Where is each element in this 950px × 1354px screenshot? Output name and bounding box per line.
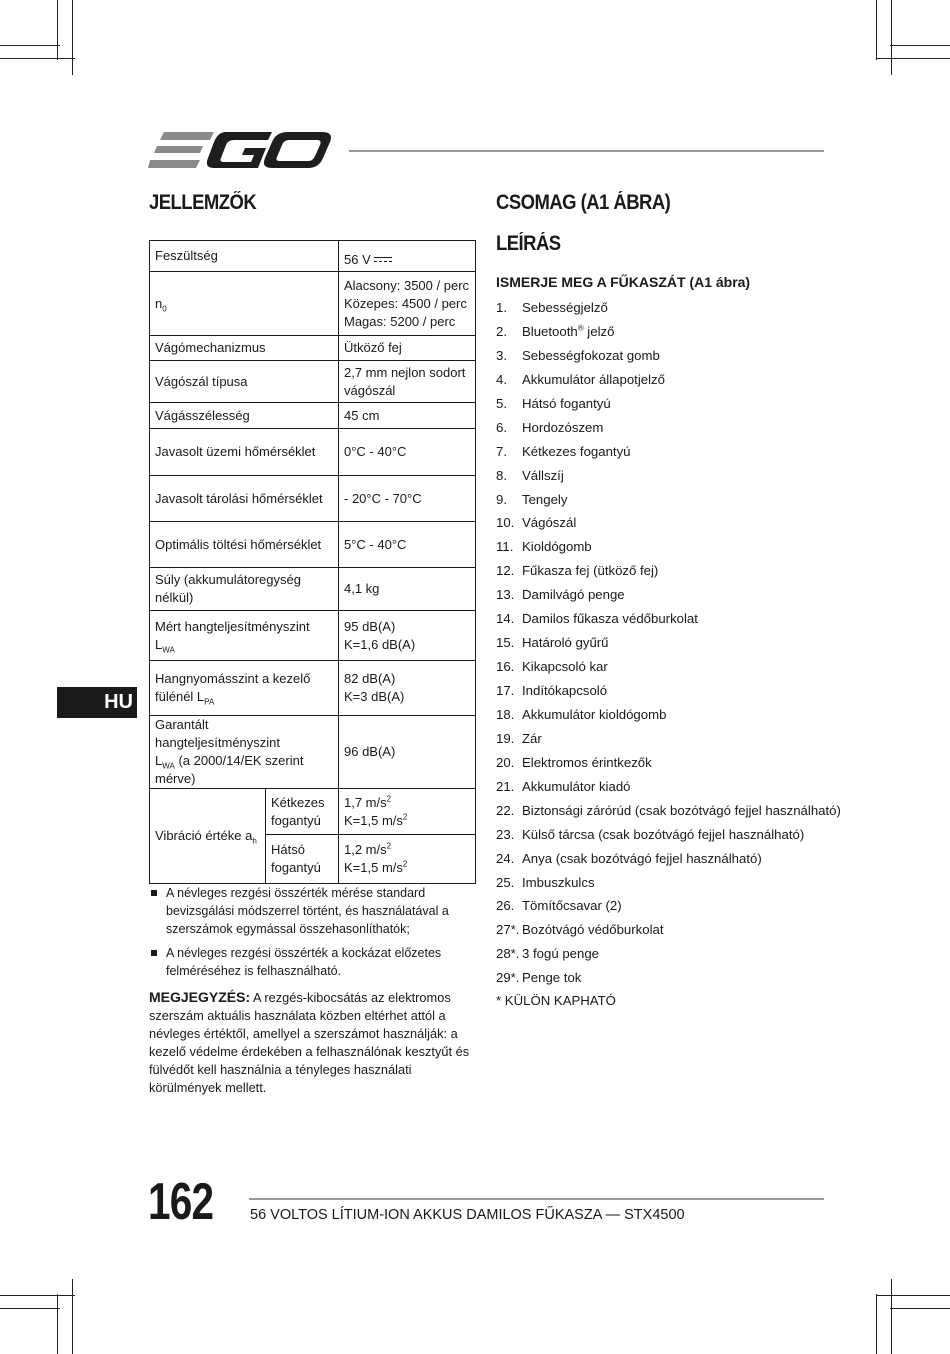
list-item: 1. Sebességjelző: [496, 300, 608, 315]
header-rule: [349, 150, 824, 152]
list-item: 25. Imbuszkulcs: [496, 874, 595, 890]
crop-mark: [0, 1308, 60, 1309]
crop-mark: [876, 1294, 877, 1354]
list-item: 26. Tömítőcsavar (2): [496, 898, 622, 914]
table-row: [150, 789, 476, 835]
parts-list-title: ISMERJE MEG A FŰKASZÁT (A1 ábra): [496, 274, 751, 290]
crop-mark: [57, 0, 58, 60]
spec-label: $n_0$: [150, 272, 339, 336]
spec-label: Mért hangteljesítményszint $L_{WA}$: [150, 611, 339, 661]
note-item: A névleges rezgési összérték a kockázat előzetes felméréséhez is felhasználható.: [149, 944, 479, 980]
table-row: [150, 522, 476, 568]
list-item: 27*. Bozótvágó védőburkolat: [496, 922, 664, 938]
table-row: [150, 716, 476, 789]
spec-label: Feszültség: [150, 241, 339, 272]
parts-list: [496, 296, 841, 990]
spec-value: 82 dB(A) K=3 dB(A): [339, 661, 476, 716]
notes-section: [149, 884, 479, 1097]
spec-label: Optimális töltési hőmérséklet: [150, 522, 339, 568]
ego-logo: [148, 128, 332, 172]
list-item: 10. Vágószál: [496, 515, 577, 531]
list-item: 3. Sebességfokozat gomb: [496, 347, 660, 363]
list-item: 19. Zár: [496, 730, 542, 746]
spec-value: 0°C - 40°C: [339, 429, 476, 476]
spec-label: Vibráció értéke $a_h$: [150, 789, 266, 884]
crop-mark: [0, 58, 75, 59]
note-item: A névleges rezgési összérték mérése standard bevizsgálási módszerrel történt, és használatával a szerszámok egymással összehasonlíthatók;: [149, 884, 479, 938]
spec-label: Hangnyomásszint a kezelő fülénél $L_{PA}$: [150, 661, 339, 716]
bullet-square-icon: [151, 890, 157, 896]
crop-mark: [876, 1295, 950, 1296]
spec-label: Vágásszélesség: [150, 403, 339, 429]
list-item: 2. Bluetooth® jelző: [496, 323, 615, 339]
spec-value: 2,7 mm nejlon sodort vágószál: [339, 361, 476, 403]
spec-value: Ütköző fej: [339, 336, 476, 361]
table-row: [150, 361, 476, 403]
bullet-square-icon: [151, 950, 157, 956]
list-item: 8. Vállszíj: [496, 467, 564, 483]
package-heading: CSOMAG (A1 ÁBRA): [496, 191, 671, 214]
spec-value: 56 V: [339, 241, 476, 272]
spec-label: Vágómechanizmus: [150, 336, 339, 361]
spec-label: Javasolt üzemi hőmérséklet: [150, 429, 339, 476]
crop-mark: [890, 45, 950, 46]
footer-rule: [249, 1198, 824, 1200]
table-row: [150, 568, 476, 611]
crop-mark: [0, 45, 60, 46]
table-row: [150, 403, 476, 429]
crop-mark: [891, 0, 892, 75]
spec-value: 45 cm: [339, 403, 476, 429]
crop-mark: [72, 1279, 73, 1354]
spec-value: 96 dB(A): [339, 716, 476, 789]
list-item: 23. Külső tárcsa (csak bozótvágó fejjel használható): [496, 826, 805, 842]
spec-value: 1,7 $m/s^2$ K=1,5 $m/s^2$: [339, 789, 476, 835]
list-item: 11. Kioldógomb: [496, 539, 592, 555]
list-item: 13. Damilvágó penge: [496, 587, 625, 603]
table-row: [150, 611, 476, 661]
list-item: 5. Hátsó fogantyú: [496, 395, 611, 411]
list-item: 14. Damilos fűkasza védőburkolat: [496, 611, 698, 627]
list-item: 28*. 3 fogú penge: [496, 946, 600, 962]
language-tab: HU: [57, 687, 137, 718]
crop-mark: [891, 1279, 892, 1354]
spec-value: Alacsony: 3500 / perc Közepes: 4500 / perc Magas: 5200 / perc: [339, 272, 476, 336]
spec-value: 4,1 kg: [339, 568, 476, 611]
table-row: [150, 429, 476, 476]
list-item: 6. Hordozószem: [496, 419, 604, 435]
page-number: 162: [148, 1173, 214, 1231]
spec-label: Garantált hangteljesítményszint $L_{WA}$ (a 2000/14/EK szerint mérve): [150, 716, 339, 789]
list-item: 4. Akkumulátor állapotjelző: [496, 371, 665, 387]
specs-table: [149, 240, 476, 884]
list-item: 29*. Penge tok: [496, 970, 582, 986]
spec-sublabel: Kétkezes fogantyú: [266, 789, 339, 835]
spec-sublabel: Hátsó fogantyú: [266, 835, 339, 884]
list-item: 9. Tengely: [496, 491, 568, 507]
specs-heading: JELLEMZŐK: [149, 191, 257, 214]
spec-label: Javasolt tárolási hőmérséklet: [150, 476, 339, 522]
crop-mark: [72, 0, 73, 75]
remark-paragraph: MEGJEGYZÉS: A rezgés-kibocsátás az elektromos szerszám aktuális használata közben eltérhet attól a névleges értéktől, amellyel a szerszámot használják: a kezelő védelme érdekében a felhasználónak kesztyűt és fülvédőt kell használnia a tényleges használati körülmények mellett.: [149, 989, 470, 1095]
table-row: [150, 241, 476, 272]
table-row: [150, 272, 476, 336]
list-item: 12. Fűkasza fej (ütköző fej): [496, 563, 659, 579]
list-item: 24. Anya (csak bozótvágó fejjel használható): [496, 850, 762, 866]
list-item: 21. Akkumulátor kiadó: [496, 778, 631, 794]
spec-label: Súly (akkumulátoregység nélkül): [150, 568, 339, 611]
crop-mark: [57, 1294, 58, 1354]
list-item: 15. Határoló gyűrű: [496, 635, 609, 651]
list-item: 17. Indítókapcsoló: [496, 683, 608, 698]
spec-value: 5°C - 40°C: [339, 522, 476, 568]
footer-title: 56 VOLTOS LÍTIUM-ION AKKUS DAMILOS FŰKASZA — STX4500: [250, 1207, 685, 1223]
spec-value: 95 dB(A) K=1,6 dB(A): [339, 611, 476, 661]
crop-mark: [890, 1308, 950, 1309]
table-row: [150, 336, 476, 361]
list-item: 16. Kikapcsoló kar: [496, 659, 608, 675]
spec-value: 1,2 $m/s^2$ K=1,5 $m/s^2$: [339, 835, 476, 884]
table-row: [150, 476, 476, 522]
list-item: 22. Biztonsági zárórúd (csak bozótvágó fejjel használható): [496, 802, 841, 818]
description-heading: LEÍRÁS: [496, 232, 561, 255]
list-item: 20. Elektromos érintkezők: [496, 754, 652, 770]
table-row: [150, 661, 476, 716]
crop-mark: [0, 1295, 75, 1296]
list-item: 18. Akkumulátor kioldógomb: [496, 706, 667, 722]
list-item: 7. Kétkezes fogantyú: [496, 443, 631, 459]
crop-mark: [876, 58, 950, 59]
spec-label: Vágószál típusa: [150, 361, 339, 403]
crop-mark: [876, 0, 877, 60]
footnote: * KÜLÖN KAPHATÓ: [496, 993, 616, 1008]
spec-value: - 20°C - 70°C: [339, 476, 476, 522]
dc-symbol-icon: [374, 256, 392, 265]
